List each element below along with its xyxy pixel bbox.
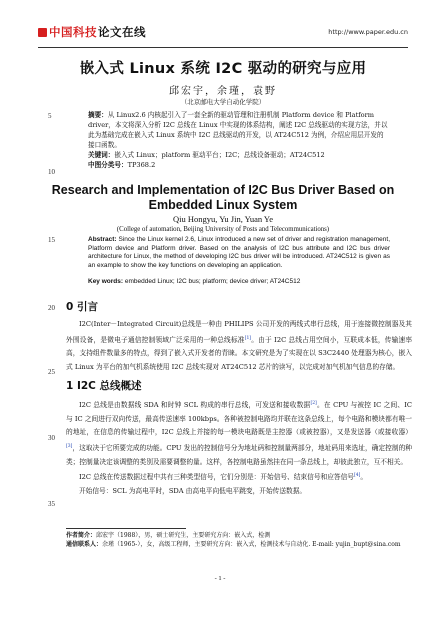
authors-en: Qiu Hongyu, Yu Jin, Yuan Ye bbox=[173, 214, 273, 224]
line-number: 15 bbox=[48, 236, 55, 244]
section-overview-body bbox=[66, 397, 412, 499]
paper-title-cn: 嵌入式 Linux 系统 I2C 驱动的研究与应用 bbox=[79, 61, 367, 77]
abstract-cn-label: 摘要： bbox=[88, 111, 108, 119]
citation-link[interactable]: [2] bbox=[310, 401, 317, 406]
line-number: 20 bbox=[48, 304, 55, 312]
citation-link[interactable]: [1] bbox=[244, 335, 252, 341]
footnote bbox=[66, 531, 412, 549]
header-rule bbox=[38, 47, 408, 48]
keywords-cn-text: 嵌入式 Linux；platform 驱动平台；I2C；总线设备驱动；AT24C512 bbox=[114, 151, 325, 159]
section-heading-overview: 1 I2C 总线概述 bbox=[66, 380, 142, 392]
header-url[interactable]: http://www.paper.edu.cn bbox=[328, 28, 408, 36]
keywords-en-label: Key words: bbox=[88, 278, 124, 285]
abstract-en-label: Abstract: bbox=[88, 236, 117, 243]
paragraph bbox=[66, 318, 412, 375]
line-number: 10 bbox=[48, 168, 55, 176]
footnote-author bbox=[66, 531, 412, 540]
paper-title-en: Research and Implementation of I2C Bus Driver Based on Embedded Linux System bbox=[51, 183, 395, 212]
paragraph-text: 。由于 I2C 总线占用空间小，互联成本低，传输速率高，支持组件数量多的特点，得到了嵌入式开发者的青睐。本文研究是为了实现在以 S3C2440 处理器为核心，嵌入式 Linux 为平台的加气机系统使用 I2C 总线实现对 AT24C512 芯片的读写，以完成对加气机加气信息的存储。 bbox=[66, 335, 413, 372]
paragraph-text: 。 bbox=[360, 473, 368, 482]
classification-label: 中图分类号： bbox=[88, 161, 128, 169]
keywords-cn-label: 关键词： bbox=[88, 151, 115, 159]
paragraph-text: I2C(Inter－Integrated Circuit)总线是一种由 PHILIPS 公司开发的两线式串行总线，用于连接微控制器及其外围设备，是微电子通信控制领域广泛采用的一种总线标准 bbox=[66, 320, 412, 344]
brand-logo bbox=[38, 24, 146, 40]
footnote-contact-label: 通信联系人： bbox=[66, 541, 103, 548]
abstract-en-text: Since the Linux kernel 2.6, Linux introduced a new set of driver and registration management, Platform device and Platform driver. Based on the analysis of I2C bus attribute and I2C bus driver architecture for Linux, the method of developing I2C bus driver will be introduced. AT24C512 is given as an example to show the key functions on developing an application. bbox=[88, 236, 391, 269]
line-number: 30 bbox=[48, 434, 55, 442]
section-introduction-body bbox=[66, 318, 412, 375]
footnote-contact bbox=[66, 540, 412, 549]
affiliation-cn: （北京邮电大学自动化学院） bbox=[180, 98, 266, 106]
footnote-author-label: 作者简介： bbox=[66, 532, 97, 539]
authors-cn: 邱宏宇，余瑾，袁野 bbox=[169, 86, 277, 97]
line-number: 5 bbox=[48, 112, 52, 120]
citation-link[interactable]: [3] bbox=[66, 444, 73, 450]
page-number: - 1 - bbox=[214, 575, 226, 582]
footnote-author-text: 邱宏宇（1988），男，硕士研究生，主要研究方向：嵌入式，检测 bbox=[96, 532, 271, 539]
paragraph bbox=[66, 397, 412, 469]
line-number: 25 bbox=[48, 368, 55, 376]
line-number: 35 bbox=[48, 500, 55, 508]
keywords-cn bbox=[88, 150, 388, 160]
keywords-en-text: embedded Linux; I2C bus; platform; device driver; AT24C512 bbox=[124, 278, 301, 285]
keywords-en bbox=[88, 278, 390, 285]
paragraph: 开始信号：SCL 为高电平时，SDA 由高电平向低电平跳变，开始传送数据。 bbox=[79, 487, 307, 496]
paragraph-text: 。在 CPU 与被控 IC 之间、IC 与 IC 之间进行双向传送，最高传送速率 100kbps。各种被控制电路均并联在这条总线上，每个电路和模块都有唯一的地址，在信息的传输过程中，I2C 总线上并接的每一模块电路既是主控器（或被控器），又是发送器（或接收器） bbox=[66, 401, 412, 437]
paragraph-text: ，这取决于它所要完成的功能。CPU 发出的控制信号分为地址码和控制量两部分，地址码用来选址，确定控制的种类；控制量决定该调整的类别及需要调整的量。这样，各控制电路虽然挂在同一条总线上，却彼此独立，互不相关。 bbox=[66, 444, 412, 466]
page-header bbox=[38, 22, 408, 44]
brand-mark-icon bbox=[38, 28, 47, 37]
paragraph bbox=[66, 469, 412, 485]
citation-link[interactable]: [4] bbox=[353, 473, 361, 479]
footnote-rule bbox=[66, 528, 186, 529]
brand-name-red: 中国科技 bbox=[49, 25, 97, 39]
classification-code: TP368.2 bbox=[127, 161, 156, 169]
paragraph-text: I2C 总线是由数据线 SDA 和时钟 SCL 构成的串行总线，可发送和接收数据 bbox=[79, 401, 311, 410]
affiliation-en: (College of automation, Beijing University of Posts and Telecommunications) bbox=[116, 226, 330, 233]
paragraph-text: I2C 总线在传送数据过程中共有三种类型信号，它们分别是：开始信号、结束信号和应答信号 bbox=[79, 473, 354, 482]
abstract-cn-text: 从 Linux2.6 内核起引入了一套全新的驱动管理和注册机制 Platform device 和 Platform driver，本文将深入分析 I2C 总线在 Linux 中实现的体系结构，阐述 I2C 总线驱动的实现方法，并以此为基础完成在嵌入式 Linux 系统中 I2C 总线驱动的开发，以 AT24C512 为例，介绍应用层开发的接口函数。 bbox=[88, 111, 388, 149]
abstract-en bbox=[88, 236, 390, 270]
abstract-cn bbox=[88, 110, 388, 150]
classification-cn bbox=[88, 160, 388, 170]
brand-name-black: 论文在线 bbox=[98, 25, 146, 39]
section-heading-introduction: 0 引言 bbox=[66, 301, 98, 313]
footnote-contact-text: 余瑾（1965-），女，高级工程师，主要研究方向：嵌入式，检测技术与自动化. E-mail: yujin_bupt@sina.com bbox=[102, 541, 401, 548]
